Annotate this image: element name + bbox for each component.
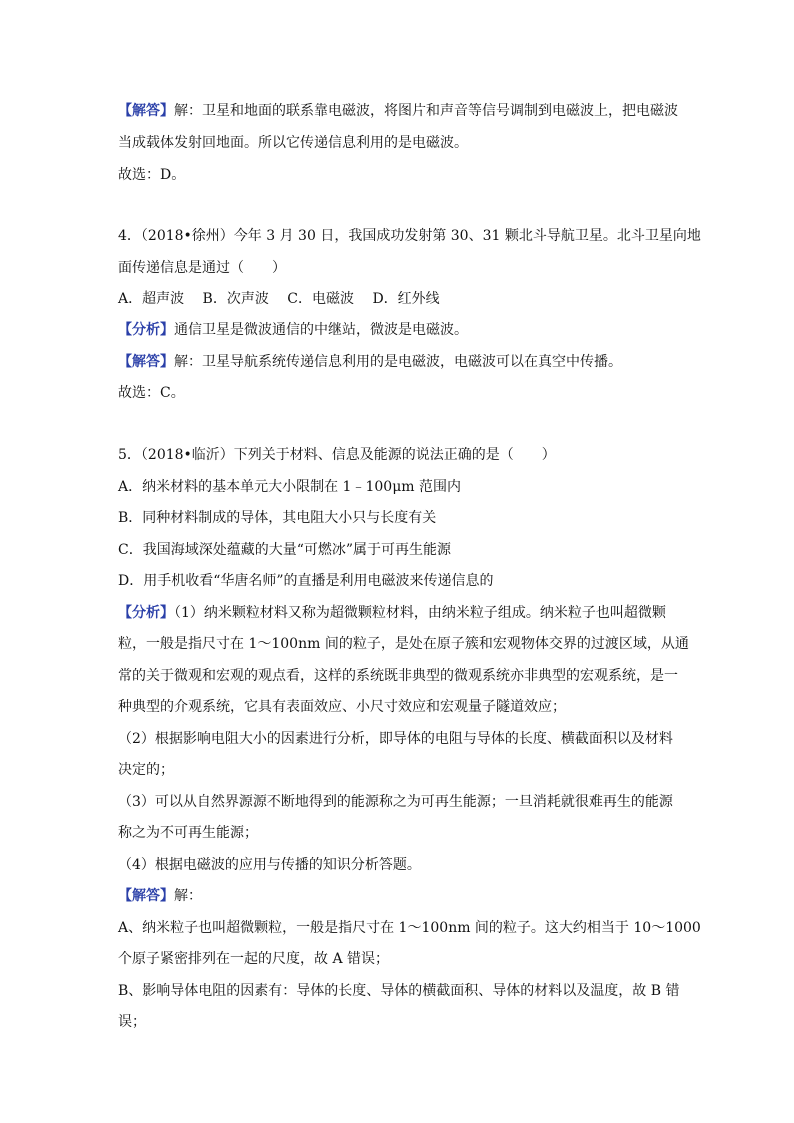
analysis-text: 通信卫星是微波通信的中继站，微波是电磁波。 bbox=[174, 322, 468, 338]
answer-tag: 【解答】 bbox=[118, 888, 174, 904]
analysis-line: 称之为不可再生能源； bbox=[118, 825, 258, 841]
answer-line: B、影响导体电阻的因素有：导体的长度、导体的横截面积、导体的材料以及温度，故 B 错 bbox=[118, 983, 680, 999]
analysis-line: 常的关于微观和宏观的观点看，这样的系统既非典型的微观系统亦非典型的宏观系统，是一 bbox=[118, 668, 678, 684]
question-5-option-b: B．同种材料制成的导体，其电阻大小只与长度有关 bbox=[118, 510, 437, 526]
analysis-text: （1）纳米颗粒材料又称为超微颗粒材料，由纳米粒子组成。纳米粒子也叫超微颗 bbox=[174, 605, 666, 621]
question-4-stem: 4．（2018•徐州）今年 3 月 30 日，我国成功发射第 30、31 颗北斗导航卫星。北斗卫星向地 bbox=[118, 228, 701, 244]
analysis-tag: 【分析】 bbox=[118, 322, 174, 338]
answer-text: 解：卫星导航系统传递信息利用的是电磁波，电磁波可以在真空中传播。 bbox=[174, 354, 622, 370]
question-4-stem-continued: 面传递信息是通过（ ） bbox=[118, 260, 286, 276]
choice-line: 故选：D。 bbox=[118, 167, 186, 183]
question-5-option-c: C．我国海域深处蕴藏的大量“可燃冰”属于可再生能源 bbox=[118, 542, 452, 558]
analysis-line: （4）根据电磁波的应用与传播的知识分析答题。 bbox=[118, 857, 421, 873]
answer-line: 误； bbox=[118, 1014, 146, 1030]
question-5-stem: 5．（2018•临沂）下列关于材料、信息及能源的说法正确的是（ ） bbox=[118, 447, 556, 463]
analysis-line: 决定的； bbox=[118, 762, 174, 778]
answer-line bbox=[118, 101, 678, 121]
analysis-line: 种典型的介观系统，它具有表面效应、小尺寸效应和宏观量子隧道效应； bbox=[118, 699, 566, 715]
answer-tag: 【解答】 bbox=[118, 103, 174, 119]
answer-text-continued: 当成载体发射回地面。所以它传递信息利用的是电磁波。 bbox=[118, 135, 468, 151]
question-4-choice: 故选：C。 bbox=[118, 385, 185, 401]
question-4-options: A．超声波 B．次声波 C．电磁波 D．红外线 bbox=[118, 291, 440, 307]
analysis-line: （2）根据影响电阻大小的因素进行分析，即导体的电阻与导体的长度、横截面积以及材料 bbox=[118, 731, 673, 747]
answer-line: A、纳米粒子也叫超微颗粒，一般是指尺寸在 1～100nm 间的粒子。这大约相当于 10～1000 bbox=[118, 920, 701, 936]
answer-tag: 【解答】 bbox=[118, 354, 174, 370]
question-4-analysis bbox=[118, 320, 468, 340]
analysis-tag: 【分析】 bbox=[118, 605, 174, 621]
answer-text: 解：卫星和地面的联系靠电磁波，将图片和声音等信号调制到电磁波上，把电磁波 bbox=[174, 103, 678, 119]
question-5-answer bbox=[118, 886, 202, 906]
answer-text: 解： bbox=[174, 888, 202, 904]
question-5-option-a: A．纳米材料的基本单元大小限制在 1﹣100μm 范围内 bbox=[118, 479, 462, 495]
question-5-option-d: D．用手机收看“华唐名师”的直播是利用电磁波来传递信息的 bbox=[118, 573, 494, 589]
analysis-line: （3）可以从自然界源源不断地得到的能源称之为可再生能源；一旦消耗就很难再生的能源 bbox=[118, 794, 673, 810]
question-5-analysis bbox=[118, 603, 666, 623]
answer-line: 个原子紧密排列在一起的尺度，故 A 错误； bbox=[118, 951, 390, 967]
analysis-line: 粒，一般是指尺寸在 1～100nm 间的粒子，是处在原子簇和宏观物体交界的过渡区域，从通 bbox=[118, 636, 689, 652]
question-4-answer bbox=[118, 352, 622, 372]
